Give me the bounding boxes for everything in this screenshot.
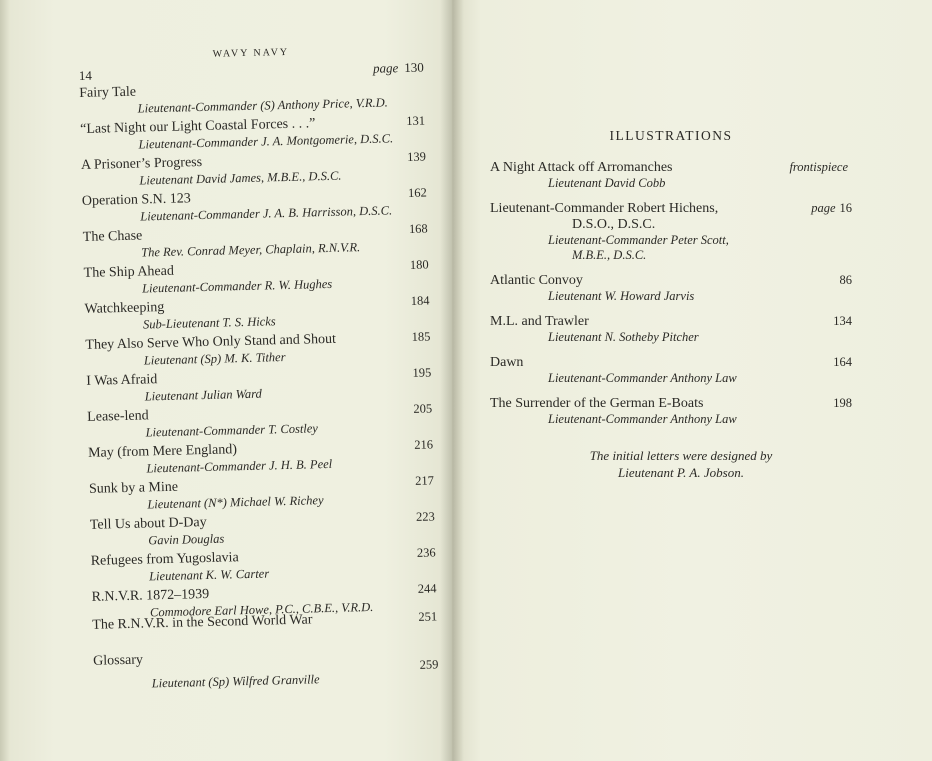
toc-page: 168 xyxy=(408,221,428,236)
toc-title: A Prisoner’s Progress xyxy=(80,155,203,173)
toc-title: The Chase xyxy=(82,228,143,245)
toc-author: Lieutenant (Sp) M. K. Tither xyxy=(143,350,286,368)
toc-author: The Rev. Conrad Meyer, Chaplain, R.N.V.R. xyxy=(141,240,361,260)
toc-author: Lieutenant-Commander (S) Anthony Price, V.R.D. xyxy=(137,95,388,116)
toc-page: 180 xyxy=(409,257,429,272)
toc-title: The Ship Ahead xyxy=(83,263,175,281)
toc-page: 131 xyxy=(406,113,426,129)
toc-title: Fairy Tale xyxy=(79,84,137,101)
illustration-entry xyxy=(490,201,852,263)
left-page xyxy=(0,0,452,761)
running-head: WAVY NAVY xyxy=(212,46,290,60)
illustration-page: 198 xyxy=(833,396,852,410)
page-column-heading xyxy=(373,60,424,77)
toc-page: 223 xyxy=(415,509,435,524)
toc-author: Sub-Lieutenant T. S. Hicks xyxy=(142,314,276,332)
toc-author: Gavin Douglas xyxy=(148,531,225,548)
page-word: page xyxy=(811,201,836,215)
toc-page: 139 xyxy=(407,149,427,164)
toc-title: Refugees from Yugoslavia xyxy=(90,550,239,569)
illustration-page xyxy=(811,201,852,216)
initial-letters-note xyxy=(490,447,852,481)
toc-page: 251 xyxy=(418,609,438,624)
toc-page: 244 xyxy=(417,581,437,596)
illustration-entry xyxy=(490,355,852,386)
illustration-artist: Lieutenant David Cobb xyxy=(548,176,666,190)
illustration-page: 164 xyxy=(833,355,852,369)
toc-author: Lieutenant Julian Ward xyxy=(144,386,263,404)
toc-author: Lieutenant (Sp) Wilfred Granville xyxy=(151,672,320,691)
illustration-title: A Night Attack off Arromanches xyxy=(490,160,673,175)
toc-author: Lieutenant-Commander T. Costley xyxy=(145,421,319,440)
toc-author: Lieutenant-Commander J. A. Montgomerie, D.S.C. xyxy=(138,131,394,152)
illustration-page-ref: frontispiece xyxy=(789,160,848,174)
toc-author: Commodore Earl Howe, P.C., C.B.E., V.R.D. xyxy=(149,599,374,620)
toc-title: I Was Afraid xyxy=(86,372,158,389)
illustration-entry xyxy=(490,396,852,427)
page-number: 16 xyxy=(839,201,852,215)
page-number: 14 xyxy=(78,67,93,83)
illustration-artist-cont: M.B.E., D.S.C. xyxy=(572,248,647,262)
illustration-title: Dawn xyxy=(490,355,524,370)
toc-author: Lieutenant (N*) Michael W. Richey xyxy=(147,493,324,512)
toc-title: Watchkeeping xyxy=(84,299,165,317)
toc-title: The R.N.V.R. in the Second World War xyxy=(92,612,313,633)
illustration-title: The Surrender of the German E-Boats xyxy=(490,396,704,411)
illustration-artist: Lieutenant W. Howard Jarvis xyxy=(548,289,695,303)
illustration-artist: Lieutenant-Commander Peter Scott, xyxy=(548,233,729,247)
illustration-entry xyxy=(490,314,852,345)
toc-page: 184 xyxy=(410,293,430,308)
illustrations-list xyxy=(490,128,852,481)
toc-title: They Also Serve Who Only Stand and Shout xyxy=(85,331,337,353)
toc-title: May (from Mere England) xyxy=(87,442,238,461)
toc-author: Lieutenant-Commander J. H. B. Peel xyxy=(146,456,333,476)
illustration-page xyxy=(789,160,852,175)
illustration-title: Atlantic Convoy xyxy=(490,273,583,288)
illustration-page: 134 xyxy=(833,314,852,328)
contents-list xyxy=(78,32,439,691)
toc-title: Lease-lend xyxy=(87,408,149,425)
toc-title: Tell Us about D-Day xyxy=(89,515,207,533)
illustration-entry xyxy=(490,160,852,191)
toc-author: Lieutenant K. W. Carter xyxy=(148,566,270,584)
page-word: page xyxy=(372,60,399,76)
toc-title: Sunk by a Mine xyxy=(88,479,179,497)
illustration-title: M.L. and Trawler xyxy=(490,314,589,329)
illustration-artist: Lieutenant-Commander Anthony Law xyxy=(548,371,737,385)
note-line: The initial letters were designed by xyxy=(589,448,773,463)
illustrations-heading: ILLUSTRATIONS xyxy=(609,128,733,143)
toc-author: Lieutenant David James, M.B.E., D.S.C. xyxy=(139,168,342,188)
page-edge xyxy=(0,0,10,761)
illustration-title: Lieutenant-Commander Robert Hichens, xyxy=(490,201,719,216)
illustration-title-cont: D.S.O., D.S.C. xyxy=(572,217,656,232)
toc-page: 205 xyxy=(413,401,433,416)
first-page-ref: 130 xyxy=(404,59,424,76)
toc-title: Glossary xyxy=(93,652,144,669)
toc-title: R.N.V.R. 1872–1939 xyxy=(91,586,210,605)
note-line: Lieutenant P. A. Jobson. xyxy=(618,465,744,480)
toc-page: 259 xyxy=(419,657,439,672)
toc-entry-glossary xyxy=(93,645,439,697)
illustration-entry xyxy=(490,273,852,304)
toc-page: 216 xyxy=(414,437,434,452)
illustration-artist: Lieutenant N. Sotheby Pitcher xyxy=(548,330,699,344)
toc-author: Lieutenant-Commander J. A. B. Harrisson, D.S.C. xyxy=(140,203,393,224)
right-page xyxy=(452,0,932,761)
toc-page: 185 xyxy=(411,329,431,344)
toc-page: 217 xyxy=(414,473,435,488)
toc-author: Lieutenant-Commander R. W. Hughes xyxy=(141,276,333,296)
book-gutter xyxy=(440,0,464,761)
toc-page: 162 xyxy=(407,185,428,200)
toc-title: Operation S.N. 123 xyxy=(81,191,191,209)
toc-title: “Last Night our Light Coastal Forces . . .” xyxy=(80,116,316,137)
illustration-artist: Lieutenant-Commander Anthony Law xyxy=(548,412,737,426)
toc-page: 236 xyxy=(416,545,436,560)
toc-page: 195 xyxy=(412,365,432,380)
illustration-page: 86 xyxy=(839,273,852,287)
